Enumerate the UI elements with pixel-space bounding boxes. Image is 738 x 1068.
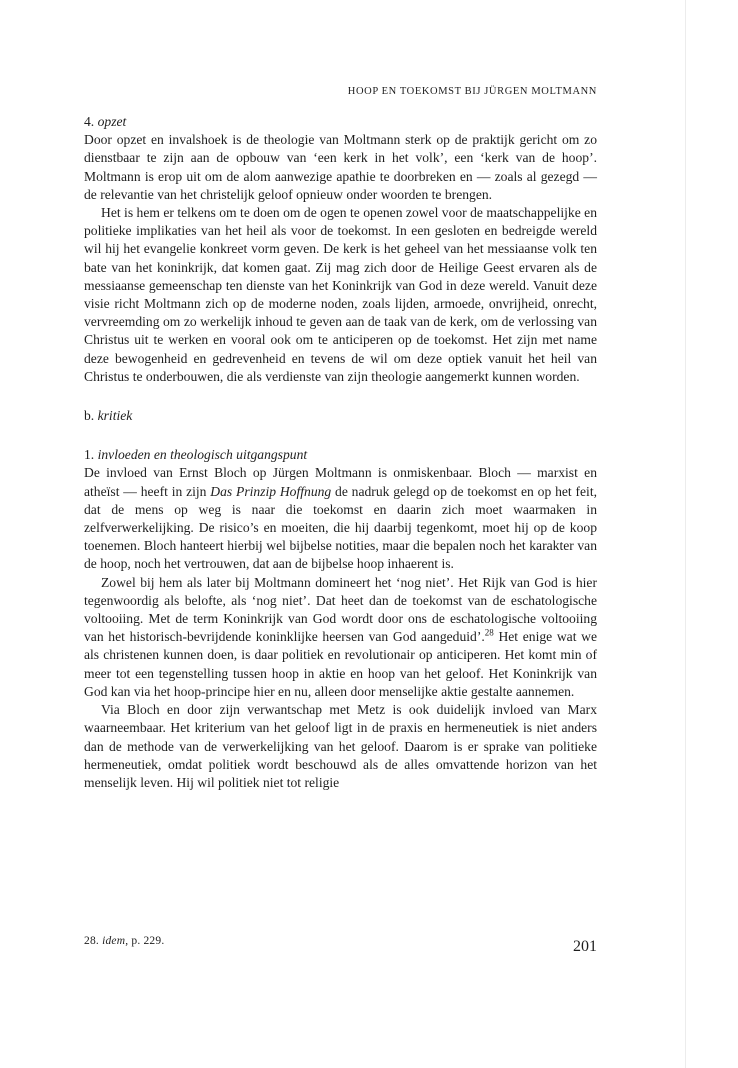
footnote — [84, 935, 164, 947]
running-header: HOOP EN TOEKOMST BIJ JÜRGEN MOLTMANN — [347, 86, 597, 97]
page-body — [84, 113, 597, 792]
section-1-number: 1. — [84, 447, 95, 463]
section-4-number: 4. — [84, 114, 95, 129]
page-edge-line — [685, 0, 686, 1068]
paragraph-2-text-b: Het enige wat we als christenen kunnen doen, is daar politiek en revolutionair op anticiperen. Het komt min of meer tot een tegenstelling tussen hoop in aktie en hoop van het geloof. Het Koninkrijk van God kan via het hoop-principe hier en nu, alleen door menselijke aktie gestalte aannemen. — [84, 629, 597, 699]
section-1-paragraph-3: Via Bloch en door zijn verwantschap met Metz is ook duidelijk invloed van Marx waarneembaar. Het kriterium van het geloof ligt in de praxis en hermeneutiek is niet anders dan de methode van de verwerkelijking van het geloof. Daarom is er sprake van politieke hermeneutiek, omdat politiek wordt beschouwd als de alles omvattende horizon van het menselijk leven. Hij wil politiek niet tot religie — [84, 702, 597, 790]
footnote-reference[interactable]: 28 — [484, 627, 494, 638]
section-b-heading — [84, 407, 597, 425]
section-4-title: opzet — [97, 114, 127, 129]
paragraph-1-text-a: De invloed van Ernst Bloch op Jürgen Moltmann is onmiskenbaar. Bloch — marxist en atheïst — heeft in zijn — [84, 465, 597, 499]
book-title: Das Prinzip Hoffnung — [210, 483, 332, 499]
footnote-number: 28. — [84, 935, 99, 947]
paragraph-2-text-a: Zowel bij hem als later bij Moltmann domineert het ‘nog niet’. Het Rijk van God is hier tegenwoordig als belofte, als ‘nog niet’. Dat heet dan de toekomst van de eschatologische voltooiing. Met de term Koninkrijk van God wordt door ons de eschatologische voltooiing van het historisch-bevrijdende koninklijke heersen van God aangeduid’. — [84, 574, 597, 645]
section-b-title: kritiek — [97, 408, 133, 424]
section-4-heading — [84, 113, 597, 131]
section-4-paragraph-1: Door opzet en invalshoek is de theologie van Moltmann sterk op de praktijk gericht om zo dienstbaar te zijn aan de opbouw van ‘een kerk in het volk’, een ‘kerk van de hoop’. Moltmann is erop uit om de alom aanwezige apathie te doorbreken en — zoals al gezegd — de relevantie van het christelijk geloof opnieuw onder woorden te brengen. — [84, 132, 597, 202]
section-1-title: invloeden en theologisch uitgangspunt — [97, 447, 308, 463]
section-b-letter: b. — [84, 408, 95, 424]
page-number: 201 — [573, 938, 597, 955]
section-1-heading — [84, 446, 597, 464]
footnote-page-ref: , p. 229. — [125, 935, 165, 947]
section-1-paragraph-1 — [84, 464, 597, 573]
paragraph-1-text-b: de nadruk gelegd op de toekomst en op het feit, dat de mens op weg is naar die toekomst en daarin zich moet waarmaken in zelfverwerkelijking. De risico’s en moeiten, die hij daarbij tegenkomt, moet hij op de koop toenemen. Bloch hanteert hierbij wel bijbelse notities, maar die bepalen noch het karakter van de hoop, noch het vertrouwen, dat aan de bijbelse hoop inhaerent is. — [84, 483, 597, 572]
section-4-paragraph-2: Het is hem er telkens om te doen om de ogen te openen zowel voor de maatschappelijke en politieke implikaties van het heil als voor de toekomst. In een gesloten en bedreigde wereld wil hij het evangelie konkreet vorm geven. De kerk is het geheel van het messiaanse volk ten bate van het koninkrijk, dat komen gaat. Zij mag zich door de Heilige Geest ervaren als de messiaanse gemeenschap ten dienste van het Koninkrijk van God in deze wereld. Vanuit deze visie richt Moltmann zich op de moderne noden, zoals lijden, armoede, onvrijheid, onrecht, vervreemding om zo werkelijk inhoud te geven aan de taak van de kerk, om de verlossing van Christus uit te werken en vooral ook om te anticiperen op de toekomst. Het zijn met name deze bewogenheid en gedrevenheid en tevens de wil om deze optiek vanuit het heil van Christus te onderbouwen, die als verdienste van zijn theologie aangemerkt kunnen worden. — [84, 205, 597, 384]
section-1-paragraph-2 — [84, 574, 597, 701]
footnote-source: idem — [102, 935, 126, 947]
